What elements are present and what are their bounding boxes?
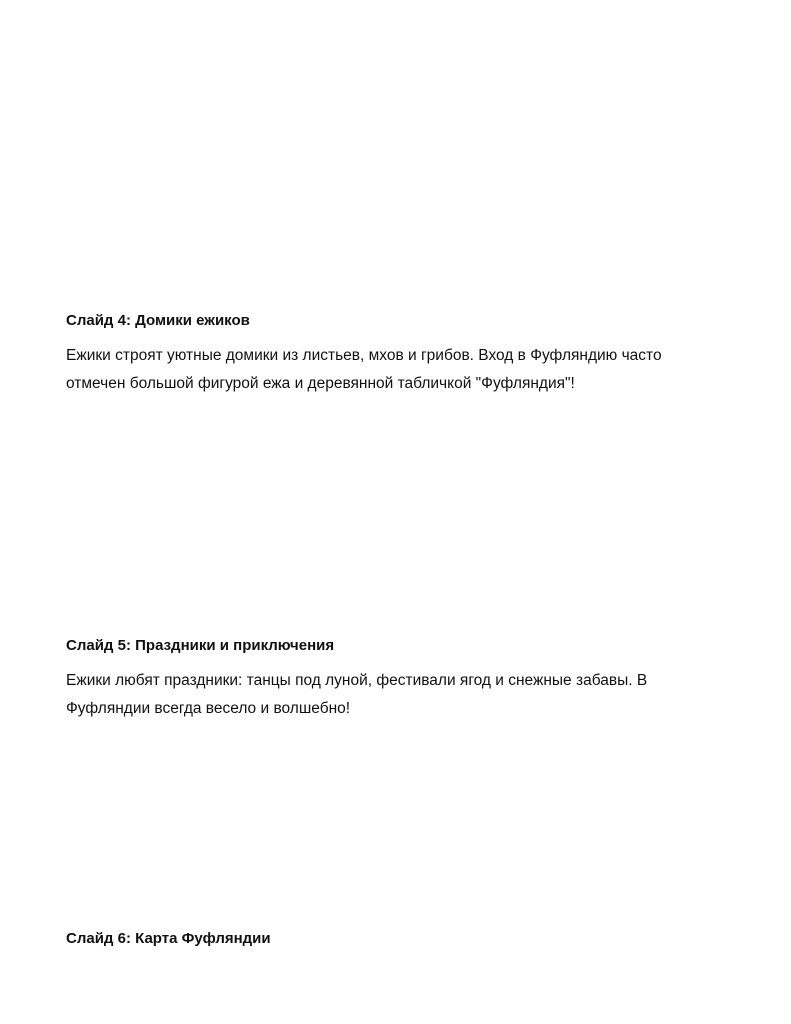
slide-4-body-line-2: отмечен большой фигурой ежа и деревянной табличкой "Фуфляндия"!: [66, 375, 575, 392]
slide-4-section: [66, 311, 746, 398]
slide-5-title: Слайд 5: Праздники и приключения: [66, 637, 335, 654]
slide-4-title: Слайд 4: Домики ежиков: [66, 312, 250, 329]
slide-4-body-line-1: Ежики строят уютные домики из листьев, мхов и грибов. Вход в Фуфляндию часто: [66, 347, 662, 364]
slide-5-body-line-2: Фуфляндии всегда весело и волшебно!: [66, 700, 351, 717]
slide-5-section: [66, 636, 746, 723]
slide-4-body: [66, 342, 746, 398]
slide-6-section: [66, 929, 746, 949]
slide-6-title: Слайд 6: Карта Фуфляндии: [66, 930, 271, 947]
slide-5-body-line-1: Ежики любят праздники: танцы под луной, фестивали ягод и снежные забавы. В: [66, 672, 648, 689]
slide-5-body: [66, 667, 746, 723]
